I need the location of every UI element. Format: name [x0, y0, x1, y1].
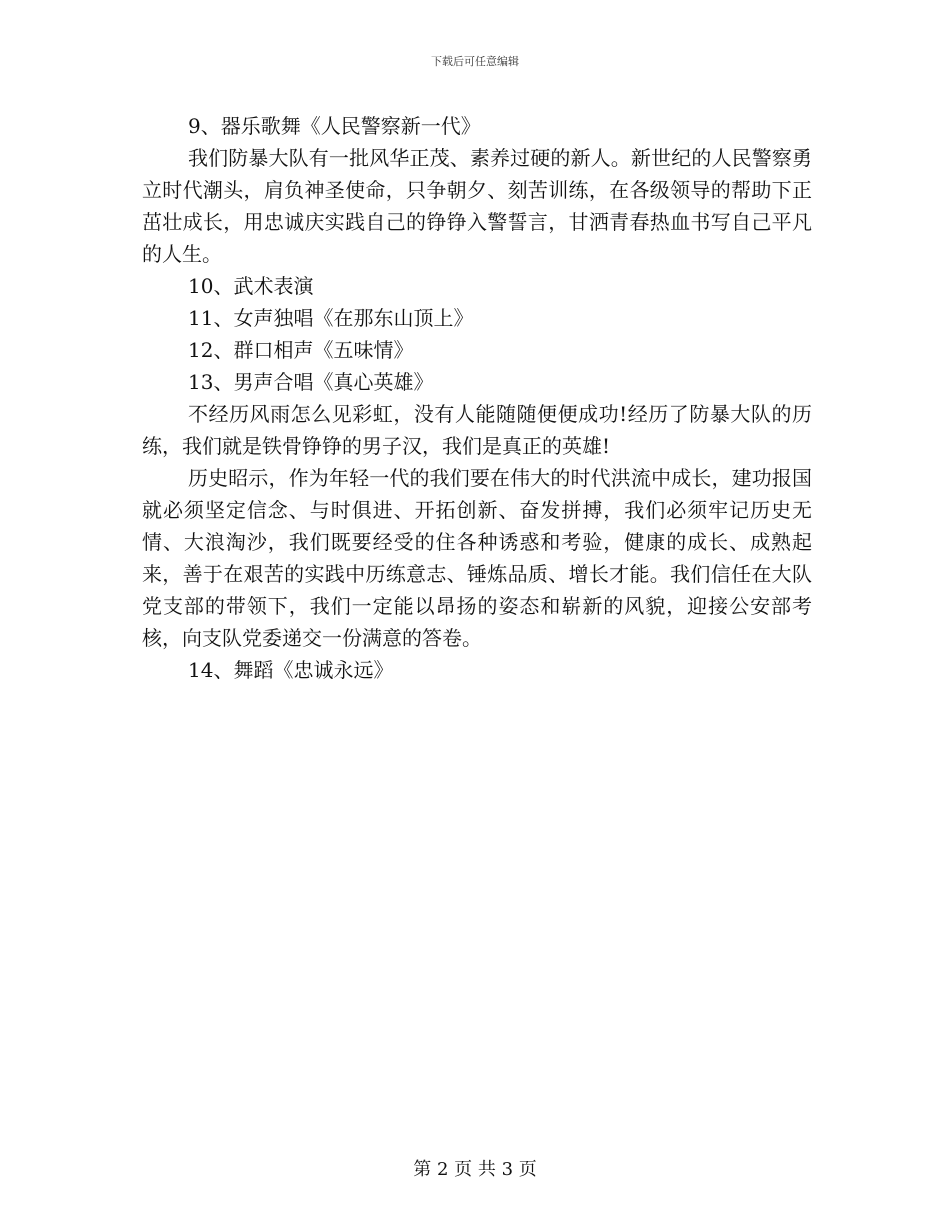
page-number: 第 2 页 共 3 页 — [413, 1159, 537, 1180]
program-item-11: 11、女声独唱《在那东山顶上》 — [188, 306, 474, 330]
paragraph-3: 历史昭示，作为年轻一代的我们要在伟大的时代洪流中成长，建功报国就必须坚定信念、与时俱进、开拓创新、奋发拼搏，我们必须牢记历史无情、大浪淘沙，我们既要经受的住各种诱惑和考验，健康的成长、成熟起来，善于在艰苦的实践中历练意志、锤炼品质、增长才能。我们信任在大队党支部的带领下，我们一定能以昂扬的姿态和崭新的风貌，迎接公安部考核，向支队党委递交一份满意的答卷。 — [142, 466, 812, 650]
paragraph-1: 我们防暴大队有一批风华正茂、素养过硬的新人。新世纪的人民警察勇立时代潮头，肩负神圣使命，只争朝夕、刻苦训练，在各级领导的帮助下正茁壮成长，用忠诚庆实践自己的铮铮入警誓言，甘洒青春热血书写自己平凡的人生。 — [142, 146, 812, 266]
program-item-13: 13、男声合唱《真心英雄》 — [188, 370, 434, 394]
page-header: 下载后可任意编辑 — [431, 55, 519, 68]
paragraph-2: 不经历风雨怎么见彩虹，没有人能随随便便成功!经历了防暴大队的历练，我们就是铁骨铮铮的男子汉，我们是真正的英雄! — [142, 402, 812, 458]
document-body — [142, 110, 812, 686]
program-item-10: 10、武术表演 — [188, 274, 314, 298]
program-item-9: 9、器乐歌舞《人民警察新一代》 — [188, 114, 481, 138]
program-item-14: 14、舞蹈《忠诚永远》 — [188, 658, 394, 682]
program-item-12: 12、群口相声《五味情》 — [188, 338, 414, 362]
